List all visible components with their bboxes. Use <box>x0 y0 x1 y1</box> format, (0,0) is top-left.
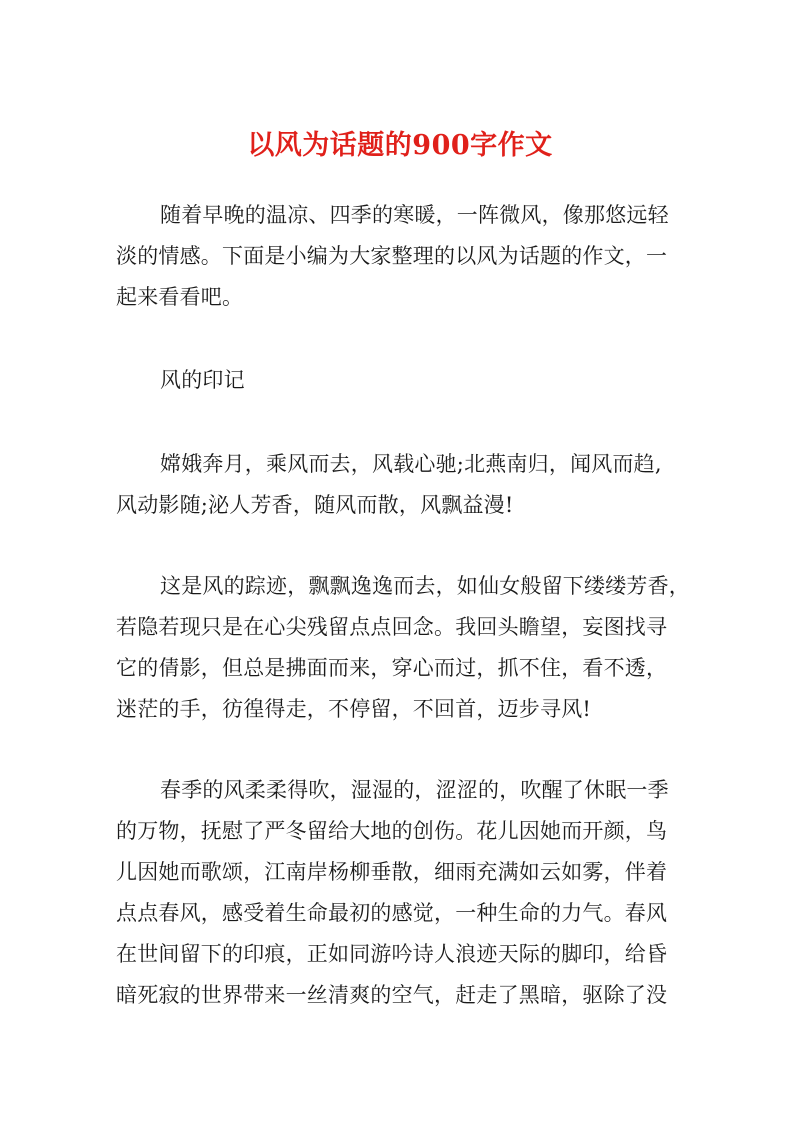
paragraph-intro <box>116 195 684 318</box>
paragraph-line: 这是风的踪迹，飘飘逸逸而去，如仙女般留下缕缕芳香， <box>160 574 690 598</box>
paragraph-line: 迷茫的手，彷徨得走，不停留，不回首，迈步寻风! <box>116 697 592 721</box>
paragraph-2 <box>116 566 690 730</box>
paragraph-line: 若隐若现只是在心尖残留点点回念。我回头瞻望，妄图找寻 <box>116 615 668 639</box>
section-heading-text: 风的印记 <box>160 368 245 392</box>
paragraph-3 <box>116 770 684 1016</box>
paragraph-line: 它的倩影，但总是拂面而来，穿心而过，抓不住，看不透， <box>116 656 668 680</box>
paragraph-line: 的万物，抚慰了严冬留给大地的创伤。花儿因她而开颜，鸟 <box>116 819 668 843</box>
paragraph-line: 暗死寂的世界带来一丝清爽的空气，赶走了黑暗，驱除了没 <box>116 983 668 1007</box>
paragraph-line: 春季的风柔柔得吹，湿湿的，涩涩的，吹醒了休眠一季 <box>160 778 669 802</box>
paragraph-line: 在世间留下的印痕，正如同游吟诗人浪迹天际的脚印，给昏 <box>116 942 668 966</box>
section-heading <box>116 360 684 401</box>
paragraph-line: 嫦娥奔月，乘风而去，风载心驰;北燕南归，闻风而趋, <box>160 452 662 476</box>
paragraph-1 <box>116 444 684 526</box>
paragraph-line: 淡的情感。下面是小编为大家整理的以风为话题的作文，一 <box>116 244 668 268</box>
paragraph-line: 起来看看吧。 <box>116 285 244 309</box>
paragraph-line: 随着早晚的温凉、四季的寒暖，一阵微风，像那悠远轻 <box>160 203 669 227</box>
paragraph-line: 点点春风，感受着生命最初的感觉，一种生命的力气。春风 <box>116 901 668 925</box>
paragraph-line: 风动影随;泌人芳香，随风而散，风飘益漫! <box>116 493 514 517</box>
document-title: 以风为话题的900字作文 <box>247 130 553 161</box>
paragraph-line: 儿因她而歌颂，江南岸杨柳垂散，细雨充满如云如雾，伴着 <box>116 860 668 884</box>
